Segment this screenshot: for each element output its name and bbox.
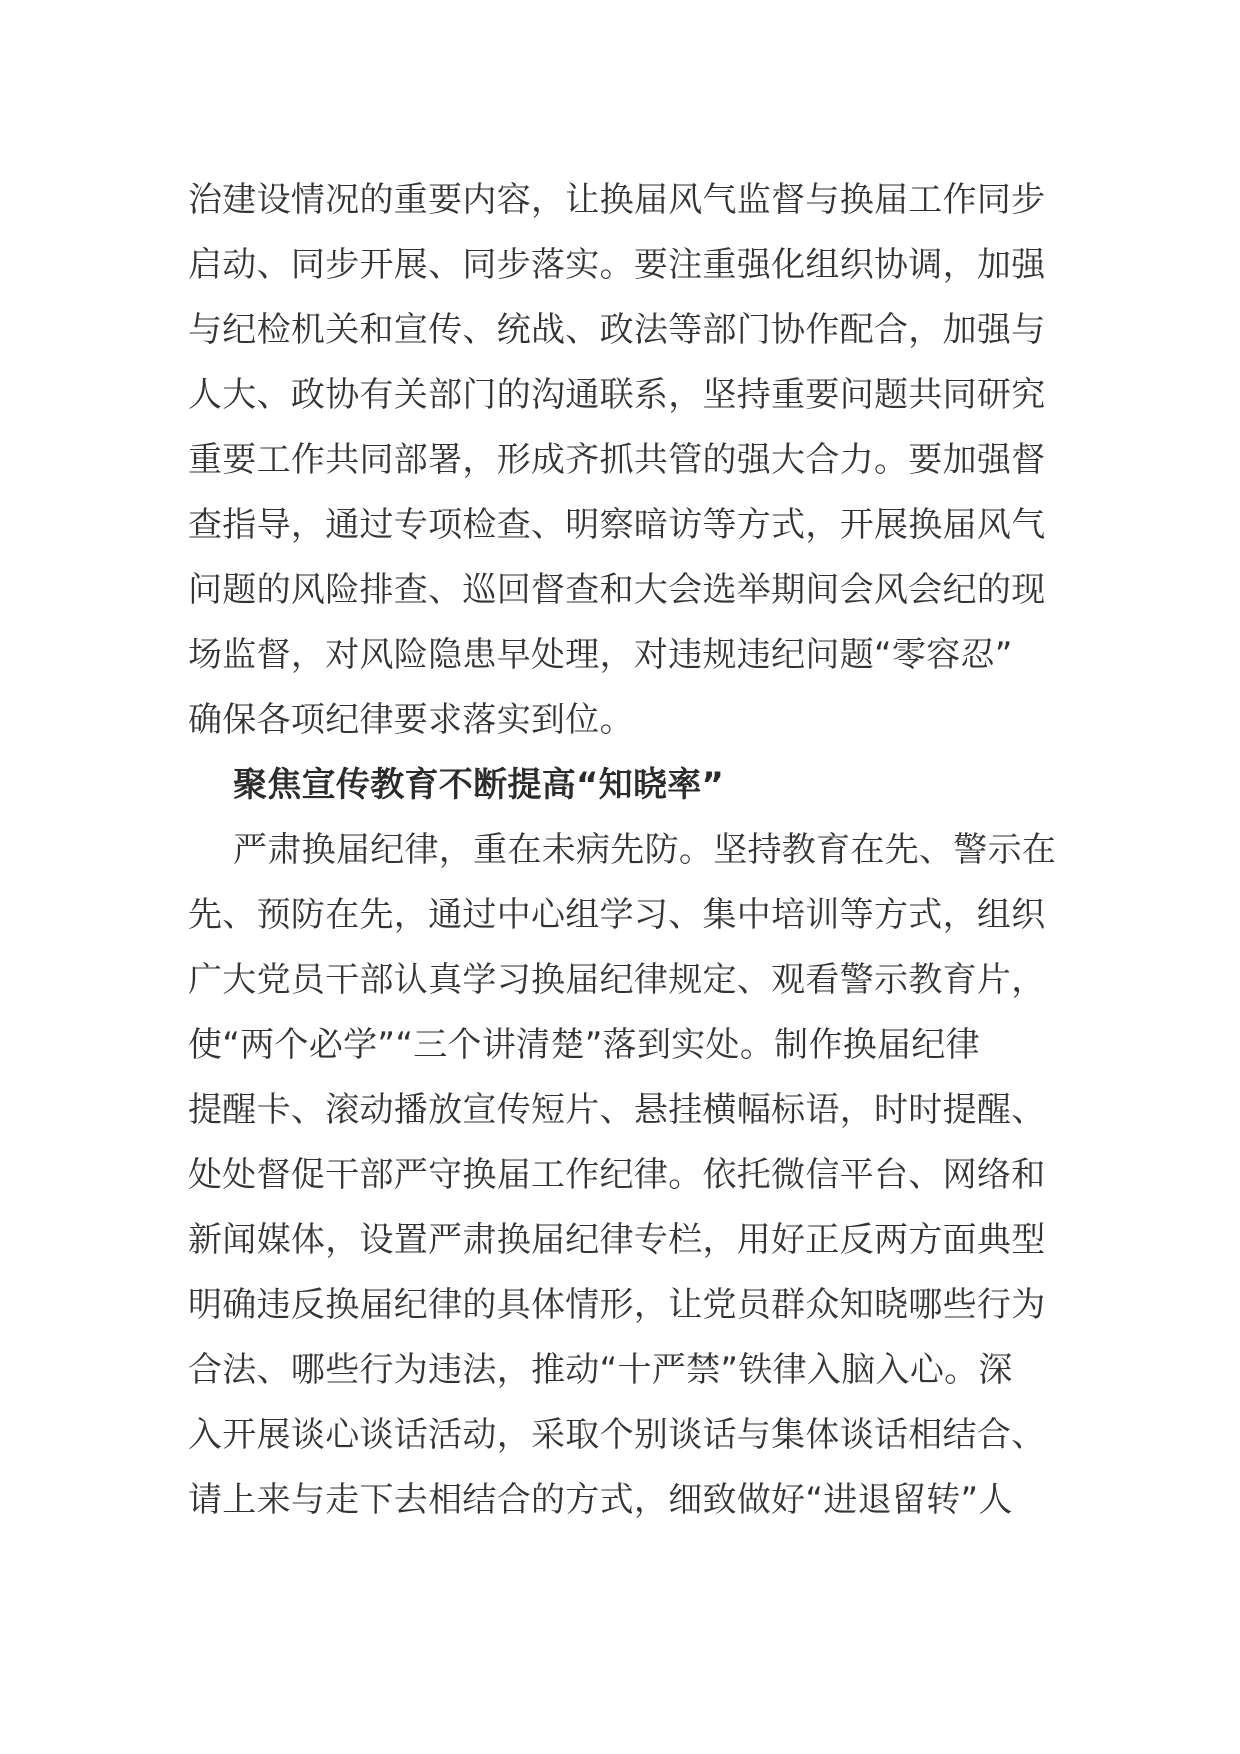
paragraph-line: 查指导，通过专项检查、明察暗访等方式，开展换届风气 (188, 505, 1046, 545)
paragraph-line: 请上来与走下去相结合的方式，细致做好“进退留转”人 (188, 1480, 1013, 1520)
paragraph-line: 明确违反换届纪律的具体情形，让党员群众知晓哪些行为 (188, 1285, 1046, 1325)
paragraph-2 (188, 818, 1068, 1533)
paragraph-line: 确保各项纪律要求落实到位。 (188, 700, 634, 740)
paragraph-line: 与纪检机关和宣传、统战、政法等部门协作配合，加强与 (188, 310, 1046, 350)
paragraph-line: 合法、哪些行为违法，推动“十严禁”铁律入脑入心。深 (188, 1350, 1013, 1390)
paragraph-line: 人大、政协有关部门的沟通联系，坚持重要问题共同研究 (188, 375, 1046, 415)
section-heading: 聚焦宣传教育不断提高“知晓率” (233, 765, 725, 805)
paragraph-line: 启动、同步开展、同步落实。要注重强化组织协调，加强 (188, 245, 1046, 285)
paragraph-line: 处处督促干部严守换届工作纪律。依托微信平台、网络和 (188, 1155, 1046, 1195)
paragraph-line: 问题的风险排查、巡回督查和大会选举期间会风会纪的现 (188, 570, 1046, 610)
paragraph-line: 重要工作共同部署，形成齐抓共管的强大合力。要加强督 (188, 440, 1046, 480)
paragraph-line: 提醒卡、滚动播放宣传短片、悬挂横幅标语，时时提醒、 (188, 1090, 1046, 1130)
paragraph-line: 场监督，对风险隐患早处理，对违规违纪问题“零容忍” (188, 635, 1013, 675)
paragraph-line: 入开展谈心谈话活动，采取个别谈话与集体谈话相结合、 (188, 1415, 1046, 1455)
paragraph-line: 严肃换届纪律，重在未病先防。坚持教育在先、警示在 (233, 830, 1057, 870)
document-body (188, 168, 1068, 1533)
paragraph-line: 新闻媒体，设置严肃换届纪律专栏，用好正反两方面典型 (188, 1220, 1046, 1260)
paragraph-line: 使“两个必学”“三个讲清楚”落到实处。制作换届纪律 (188, 1025, 980, 1065)
paragraph-line: 先、预防在先，通过中心组学习、集中培训等方式，组织 (188, 895, 1046, 935)
paragraph-1 (188, 168, 1068, 753)
paragraph-line: 治建设情况的重要内容，让换届风气监督与换届工作同步 (188, 180, 1046, 220)
paragraph-line: 广大党员干部认真学习换届纪律规定、观看警示教育片， (188, 960, 1046, 1000)
